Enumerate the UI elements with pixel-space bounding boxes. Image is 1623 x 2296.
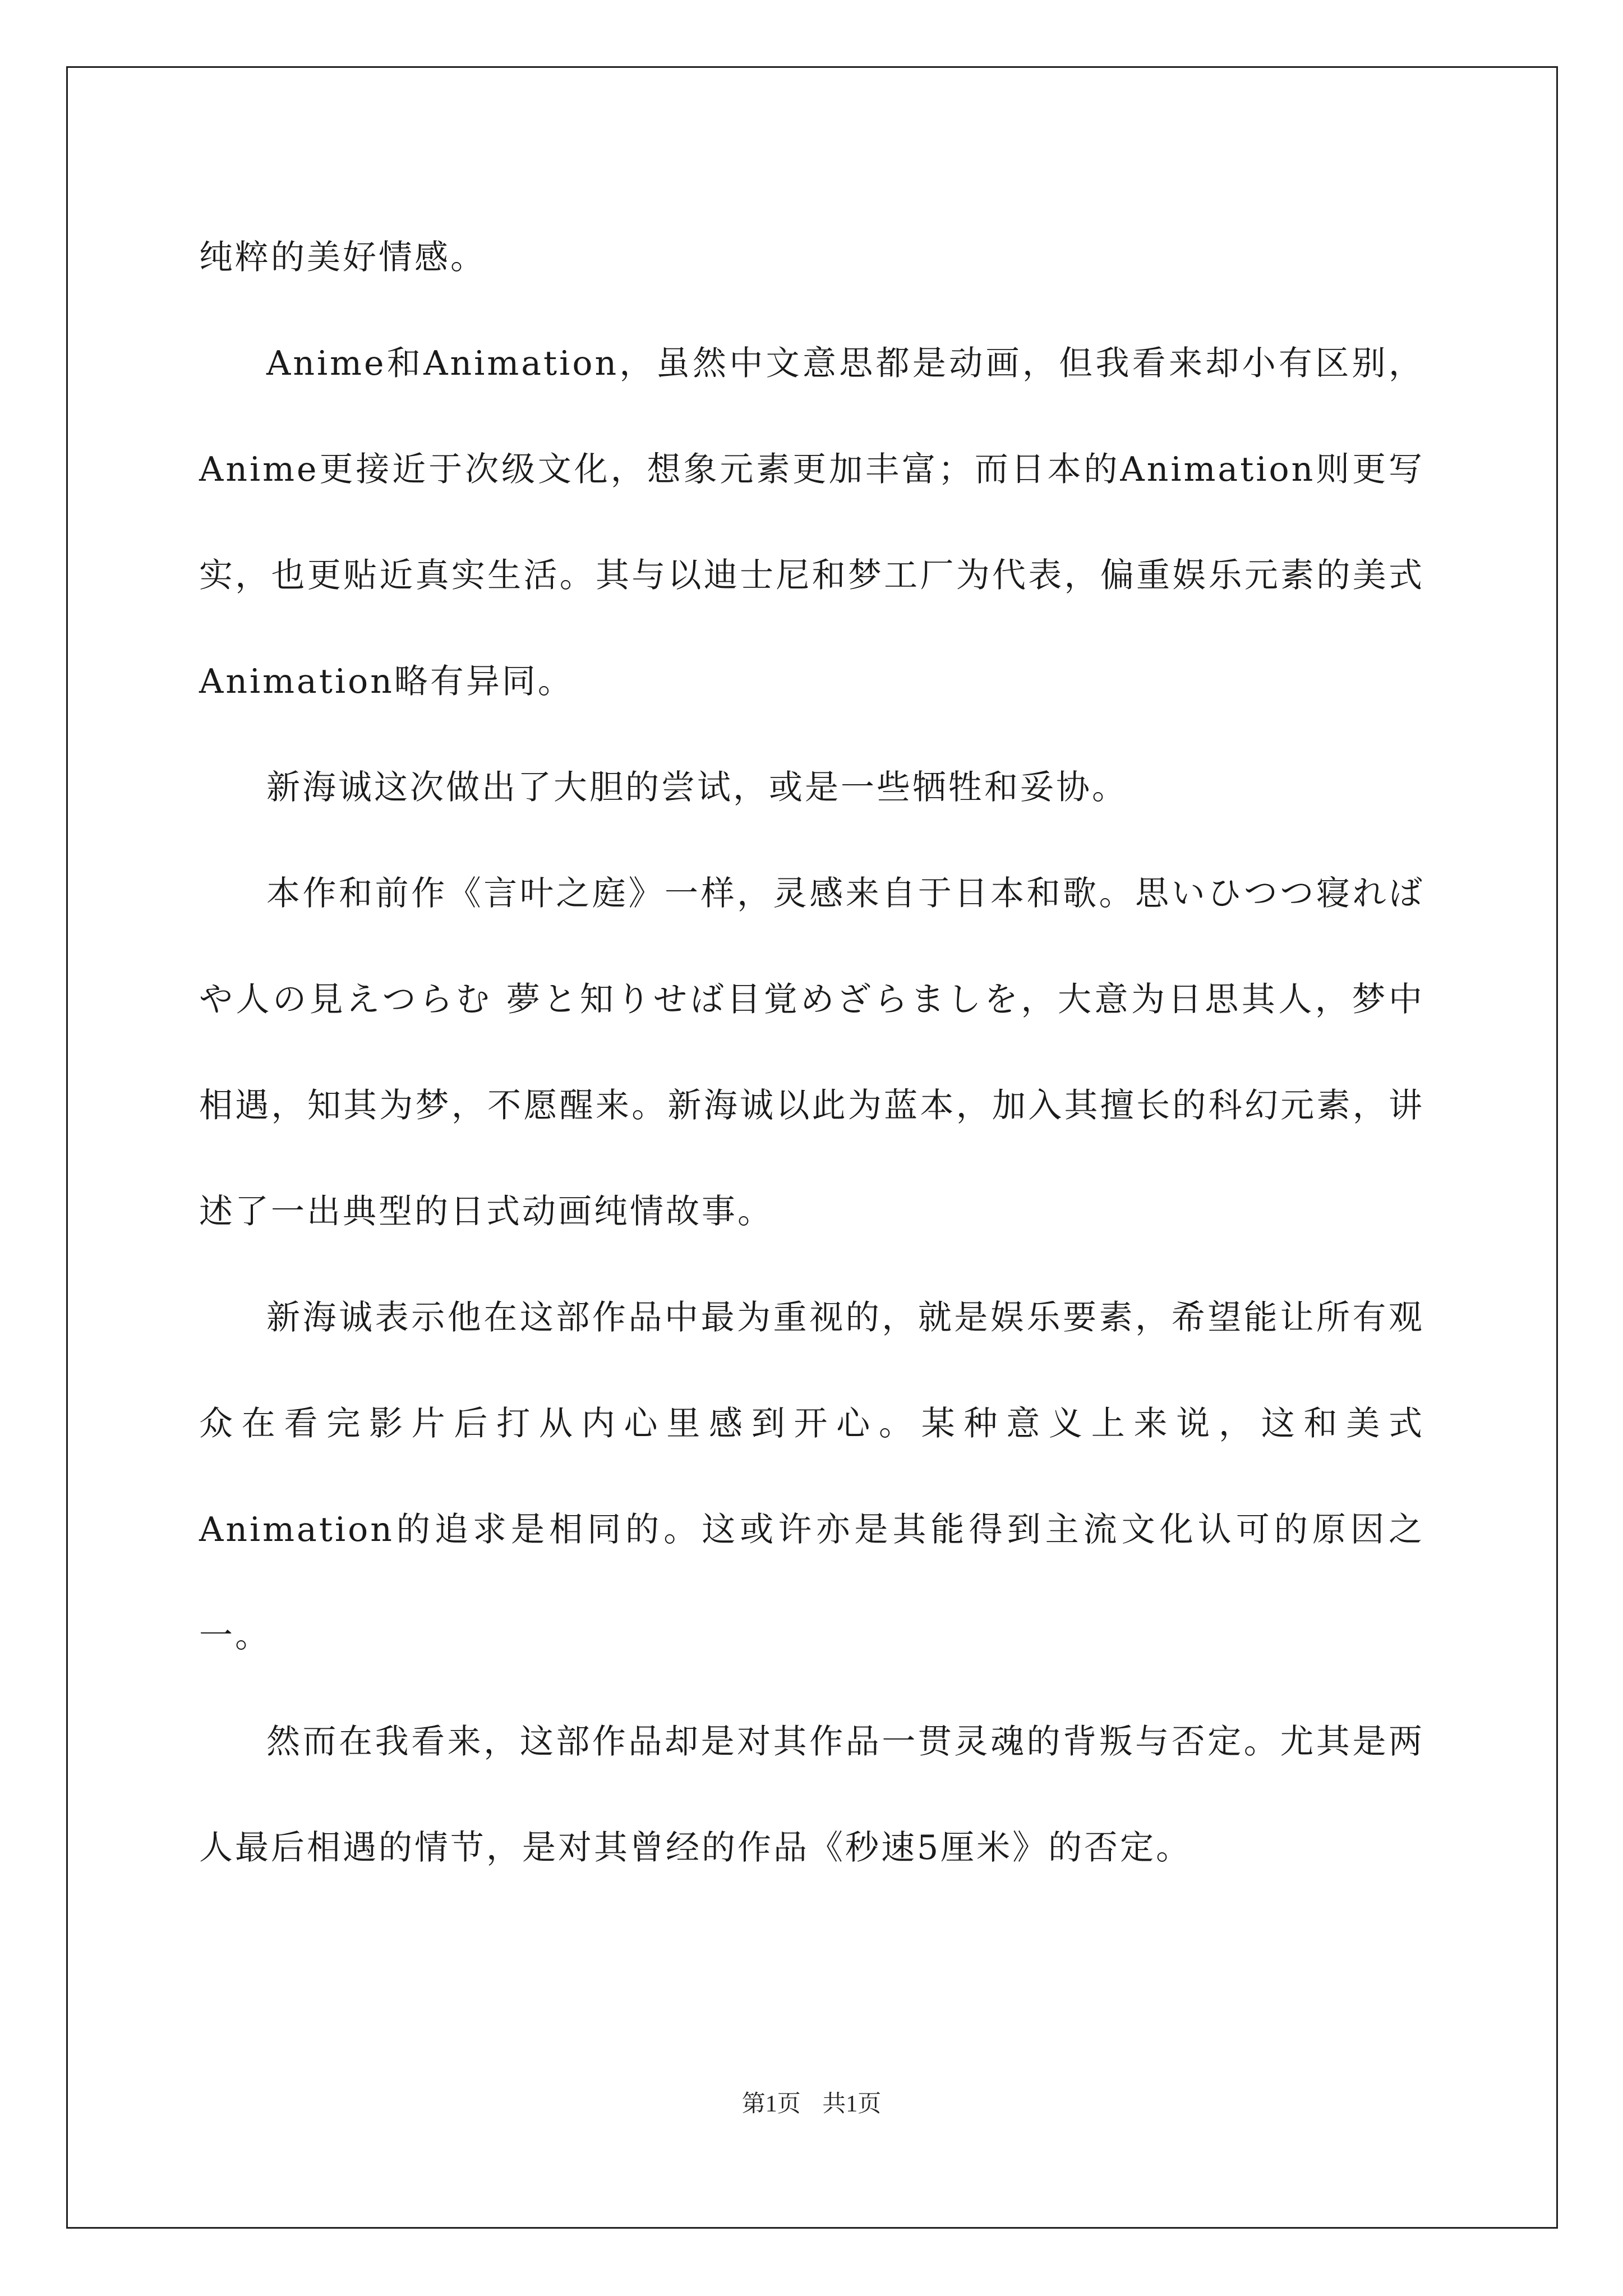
page-footer — [0, 2085, 1623, 2119]
page-number: 第1页 — [741, 2091, 801, 2117]
paragraph-3: 新海诚这次做出了大胆的尝试，或是一些牺牲和妥协。 — [266, 768, 1128, 807]
paragraph-5: 新海诚表示他在这部作品中最为重视的，就是娱乐要素，希望能让所有观众在看完影片后打从内心里感到开心。某种意义上来说，这和美式Animation的追求是相同的。这或许亦是其能得到主流文化认可的原因之一。 — [199, 1298, 1424, 1655]
paragraph-6: 然而在我看来，这部作品却是对其作品一贯灵魂的背叛与否定。尤其是两人最后相遇的情节，是对其曾经的作品《秒速5厘米》的否定。 — [199, 1722, 1424, 1867]
paragraph-1: 纯粹的美好情感。 — [199, 238, 486, 277]
document-body — [199, 205, 1424, 1901]
paragraph-4: 本作和前作《言叶之庭》一样，灵感来自于日本和歌。思いひつつ寝ればや人の見えつらむ 夢と知りせば目覚めざらましを，大意为日思其人，梦中相遇，知其为梦，不愿醒来。新海诚以此为蓝本，加入其擅长的科幻元素，讲述了一出典型的日式动画纯情故事。 — [199, 874, 1424, 1231]
page-total: 共1页 — [822, 2091, 882, 2117]
paragraph-2: Anime和Animation，虽然中文意思都是动画，但我看来却小有区别，Anime更接近于次级文化，想象元素更加丰富；而日本的Animation则更写实，也更贴近真实生活。其与以迪士尼和梦工厂为代表，偏重娱乐元素的美式Animation略有异同。 — [199, 344, 1424, 701]
